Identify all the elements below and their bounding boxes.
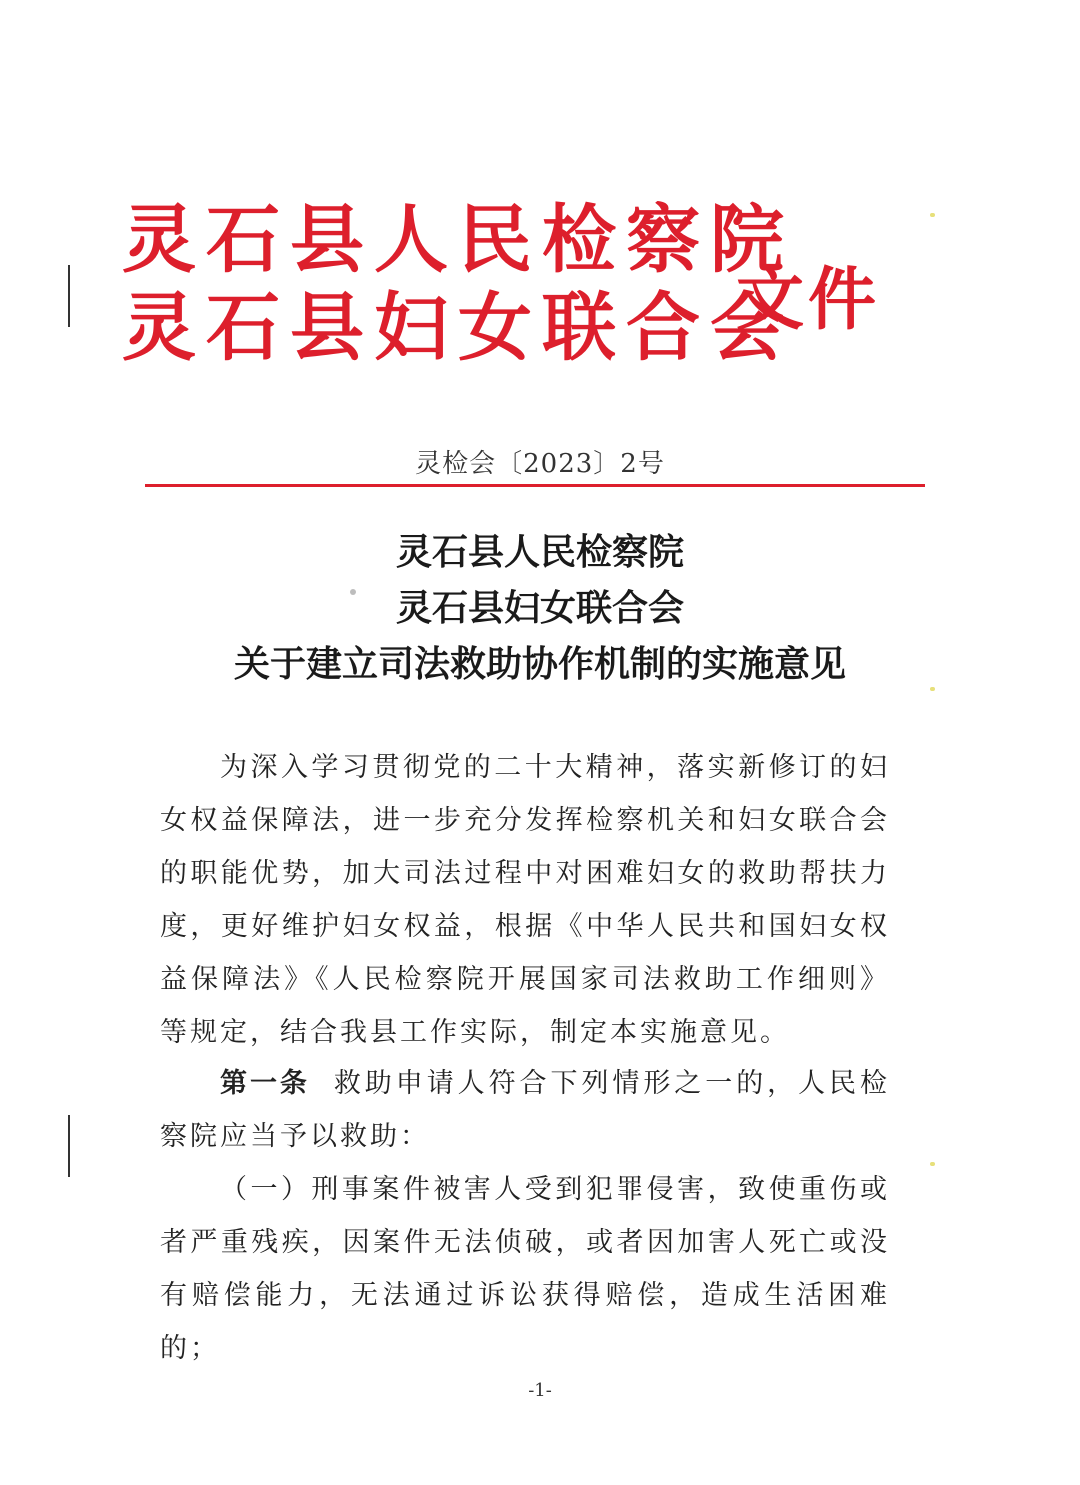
document-type-label: 文件	[736, 261, 881, 340]
article-1-heading: 第一条	[220, 1068, 310, 1099]
title-line-3: 关于建立司法救助协作机制的实施意见	[233, 643, 846, 685]
scan-speck	[930, 1162, 935, 1166]
issuer-name-womens-federation: 灵石县妇女联合会	[122, 285, 794, 371]
binding-mark	[68, 265, 70, 327]
article-1-text: 救助申请人符合下列情形之一的，人民检察院应当予以救助：	[160, 1068, 891, 1152]
article-1-paragraph	[160, 1057, 890, 1163]
intro-paragraph: 为深入学习贯彻党的二十大精神，落实新修订的妇女权益保障法，进一步充分发挥检察机关和妇女联合会的职能优势，加大司法过程中对困难妇女的救助帮扶力度，更好维护妇女权益，根据《中华人民共和国妇女权益保障法》《人民检察院开展国家司法救助工作细则》等规定，结合我县工作实际，制定本实施意见。	[160, 752, 890, 1048]
title-line-2: 灵石县妇女联合会	[395, 587, 684, 629]
page-number: -1-	[528, 1380, 552, 1401]
title-line-1: 灵石县人民检察院	[395, 531, 684, 573]
document-number: 灵检会〔2023〕2号	[415, 449, 665, 479]
issuer-name-procuratorate: 灵石县人民检察院	[122, 197, 794, 283]
red-separator-line	[145, 484, 925, 487]
scan-speck	[930, 213, 935, 217]
binding-mark	[68, 1115, 70, 1177]
scan-speck	[930, 687, 935, 691]
article-1-item-1: （一）刑事案件被害人受到犯罪侵害，致使重伤或者严重残疾，因案件无法侦破，或者因加害人死亡或没有赔偿能力，无法通过诉讼获得赔偿，造成生活困难的；	[160, 1174, 890, 1364]
